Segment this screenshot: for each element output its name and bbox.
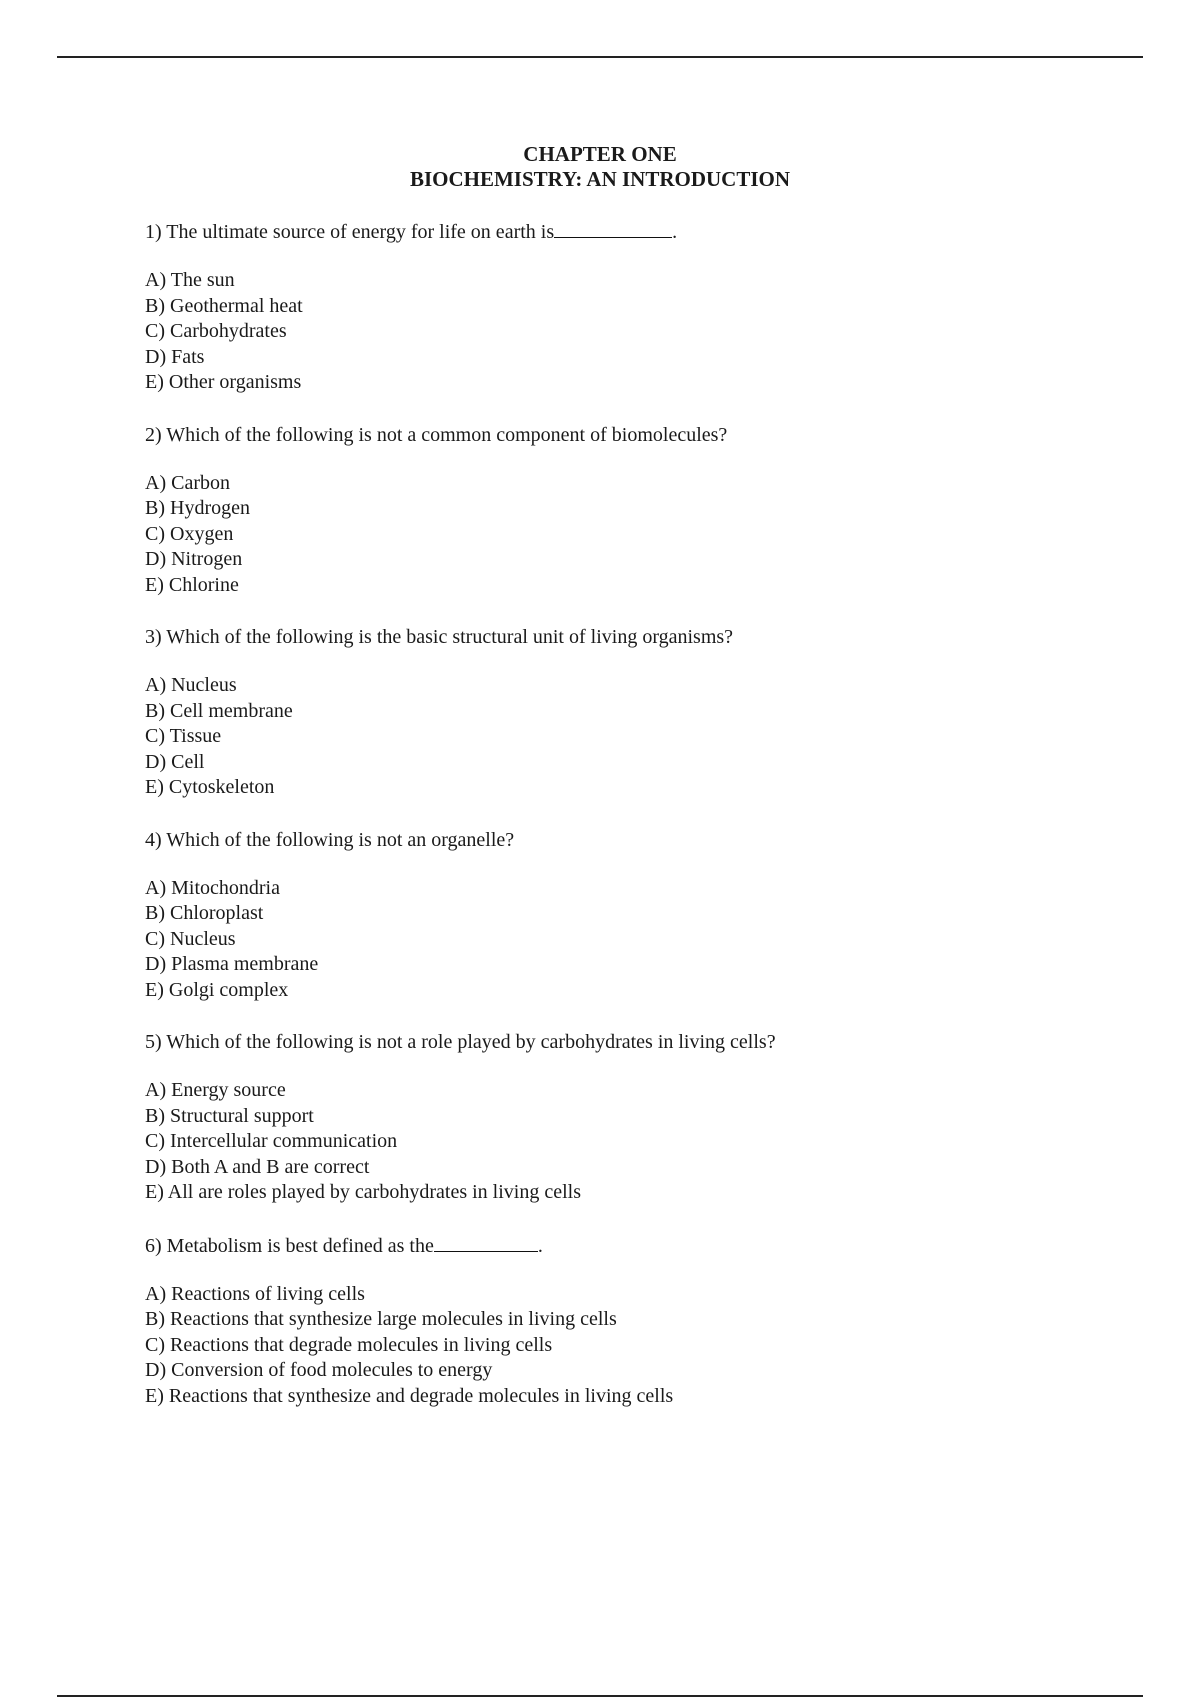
option-e: E) Chlorine [145, 573, 239, 596]
option-list [145, 673, 1105, 801]
option-a: A) Energy source [145, 1079, 286, 1101]
option-b: B) Cell membrane [145, 699, 293, 722]
question-text: 4) Which of the following is not an organelle? [145, 828, 515, 851]
bottom-rule [57, 1695, 1143, 1697]
option-e: E) Reactions that synthesize and degrade molecules in living cells [145, 1384, 674, 1407]
option-list [145, 1078, 1105, 1206]
chapter-title: BIOCHEMISTRY: AN INTRODUCTION [409, 167, 791, 191]
option-b: B) Chloroplast [145, 902, 264, 924]
option-d: D) Nitrogen [145, 548, 243, 570]
option-d: D) Plasma membrane [145, 953, 319, 975]
option-c: C) Intercellular communication [145, 1130, 398, 1152]
question-2 [145, 423, 1105, 599]
option-c: C) Reactions that degrade molecules in living cells [145, 1333, 553, 1356]
question-1 [145, 219, 1105, 396]
option-a: A) The sun [145, 269, 235, 291]
option-b: B) Geothermal heat [145, 294, 303, 317]
option-e: E) Golgi complex [145, 978, 289, 1001]
top-rule [57, 56, 1143, 58]
answer-blank [554, 219, 672, 238]
option-a: A) Reactions of living cells [145, 1282, 365, 1305]
question-5 [145, 1030, 1105, 1206]
option-a: A) Mitochondria [145, 876, 280, 899]
option-a: A) Carbon [145, 471, 230, 494]
answer-blank [434, 1233, 538, 1252]
question-text: 3) Which of the following is the basic structural unit of living organisms? [145, 626, 734, 648]
question-text: 2) Which of the following is not a common component of biomolecules? [145, 423, 728, 446]
option-d: D) Fats [145, 345, 205, 368]
question-text: 1) The ultimate source of energy for life on earth is . [145, 221, 678, 243]
question-text: 6) Metabolism is best defined as the . [145, 1234, 543, 1257]
question-3 [145, 625, 1105, 801]
option-b: B) Hydrogen [145, 497, 250, 519]
option-e: E) Cytoskeleton [145, 776, 275, 798]
question-6 [145, 1233, 1105, 1410]
option-b: B) Structural support [145, 1104, 314, 1127]
chapter-heading [0, 142, 1200, 192]
option-d: D) Both A and B are correct [145, 1155, 370, 1178]
document-page [145, 142, 1105, 1409]
option-d: D) Conversion of food molecules to energy [145, 1359, 493, 1381]
chapter-number: CHAPTER ONE [523, 142, 677, 166]
option-e: E) Other organisms [145, 371, 302, 393]
question-text: 5) Which of the following is not a role played by carbohydrates in living cells? [145, 1031, 776, 1053]
option-d: D) Cell [145, 750, 205, 773]
option-list [145, 876, 1105, 1004]
option-list [145, 1282, 1105, 1410]
option-c: C) Oxygen [145, 522, 234, 545]
option-c: C) Tissue [145, 725, 222, 747]
option-c: C) Nucleus [145, 927, 236, 950]
option-list [145, 471, 1105, 599]
option-e: E) All are roles played by carbohydrates in living cells [145, 1181, 581, 1203]
option-list [145, 268, 1105, 396]
option-b: B) Reactions that synthesize large molecules in living cells [145, 1308, 617, 1330]
option-a: A) Nucleus [145, 674, 237, 696]
option-c: C) Carbohydrates [145, 320, 287, 342]
question-4 [145, 828, 1105, 1004]
